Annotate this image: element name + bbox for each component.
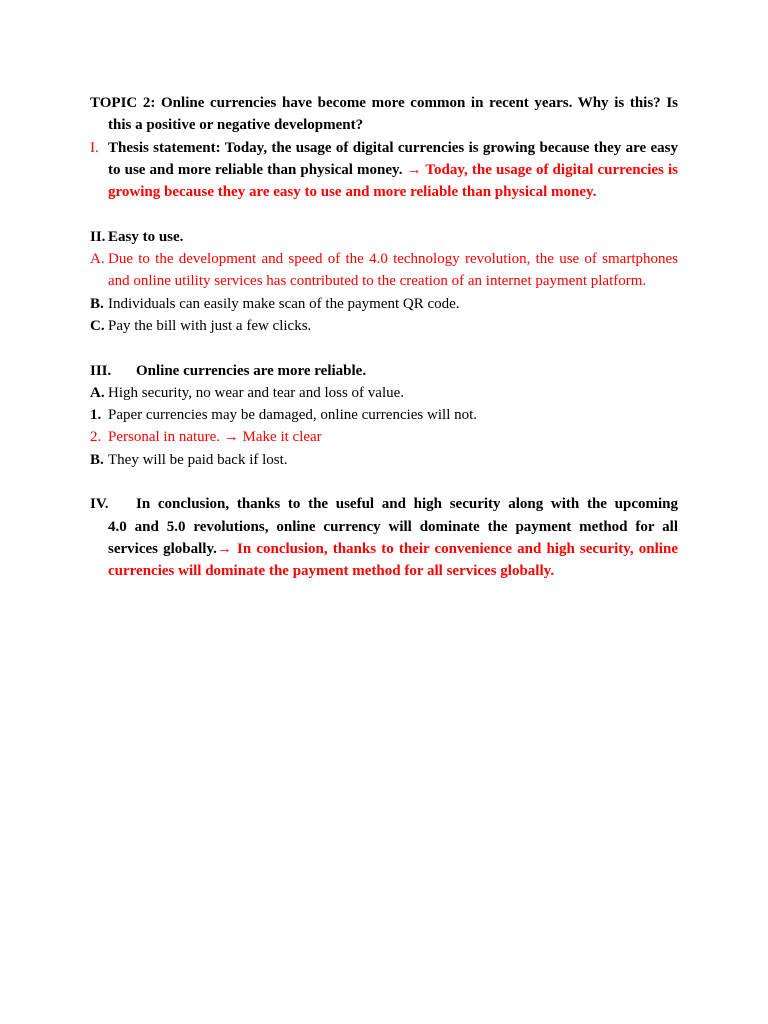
section-3-heading	[90, 360, 678, 382]
section-1-body	[108, 137, 678, 204]
section-3-item-2	[90, 426, 678, 448]
item-marker: C.	[90, 317, 105, 334]
item-text: Due to the development and speed of the 4.0 technology revolution, the use of smartphones and online utility services has contributed to the creation of an internet payment platform.	[108, 251, 678, 290]
section-3-marker: III.	[90, 362, 112, 379]
section-2-title: Easy to use.	[108, 228, 184, 245]
section-4-first-line	[90, 493, 678, 515]
item-text: They will be paid back if lost.	[108, 451, 288, 468]
item-marker: A.	[90, 251, 105, 268]
section-1	[90, 137, 678, 204]
spacer	[90, 337, 678, 359]
item-marker: 2.	[90, 429, 102, 446]
thesis-statement: Thesis statement: Today, the usage of digital currencies is growing because they are easy to use and more reliable than physical money.	[108, 139, 678, 178]
item-marker: B.	[90, 295, 104, 312]
section-4-marker: IV.	[90, 496, 109, 513]
item-marker: 1.	[90, 407, 102, 424]
document-page	[90, 92, 678, 583]
section-2-item-a	[90, 248, 678, 293]
section-2-marker: II.	[90, 228, 106, 245]
item-marker: B.	[90, 451, 104, 468]
section-4-body	[90, 516, 678, 583]
section-4	[90, 493, 678, 582]
section-2-heading	[90, 226, 678, 248]
conclusion-first-line: In conclusion, thanks to the useful and high security along with the upcoming	[136, 496, 678, 513]
item-text: Paper currencies may be damaged, online currencies will not.	[108, 407, 478, 424]
section-3-title: Online currencies are more reliable.	[136, 362, 367, 379]
item-text: Personal in nature. → Make it clear	[108, 429, 322, 446]
section-2-item-c	[90, 315, 678, 337]
item-text: Pay the bill with just a few clicks.	[108, 317, 312, 334]
topic-heading: TOPIC 2: Online currencies have become more common in recent years. Why is this? Is this a positive or negative development?	[90, 95, 678, 134]
item-text: Individuals can easily make scan of the payment QR code.	[108, 295, 460, 312]
spacer	[90, 203, 678, 225]
section-3-item-a	[90, 382, 678, 404]
section-1-marker: I.	[90, 139, 99, 156]
thesis-correction: → Today, the usage of digital currencies is growing because they are easy to use and more reliable than physical money.	[108, 161, 678, 201]
spacer	[90, 471, 678, 493]
conclusion-text: 4.0 and 5.0 revolutions, online currency will dominate the payment method for all services globally.	[108, 518, 678, 557]
section-3-item-1	[90, 404, 678, 426]
item-text: High security, no wear and tear and loss of value.	[108, 384, 405, 401]
item-marker: A.	[90, 384, 105, 401]
section-3-item-b	[90, 449, 678, 471]
section-2-item-b	[90, 293, 678, 315]
conclusion-correction: → In conclusion, thanks to their convenience and high security, online currencies will dominate the payment method for all services globally.	[108, 540, 678, 580]
